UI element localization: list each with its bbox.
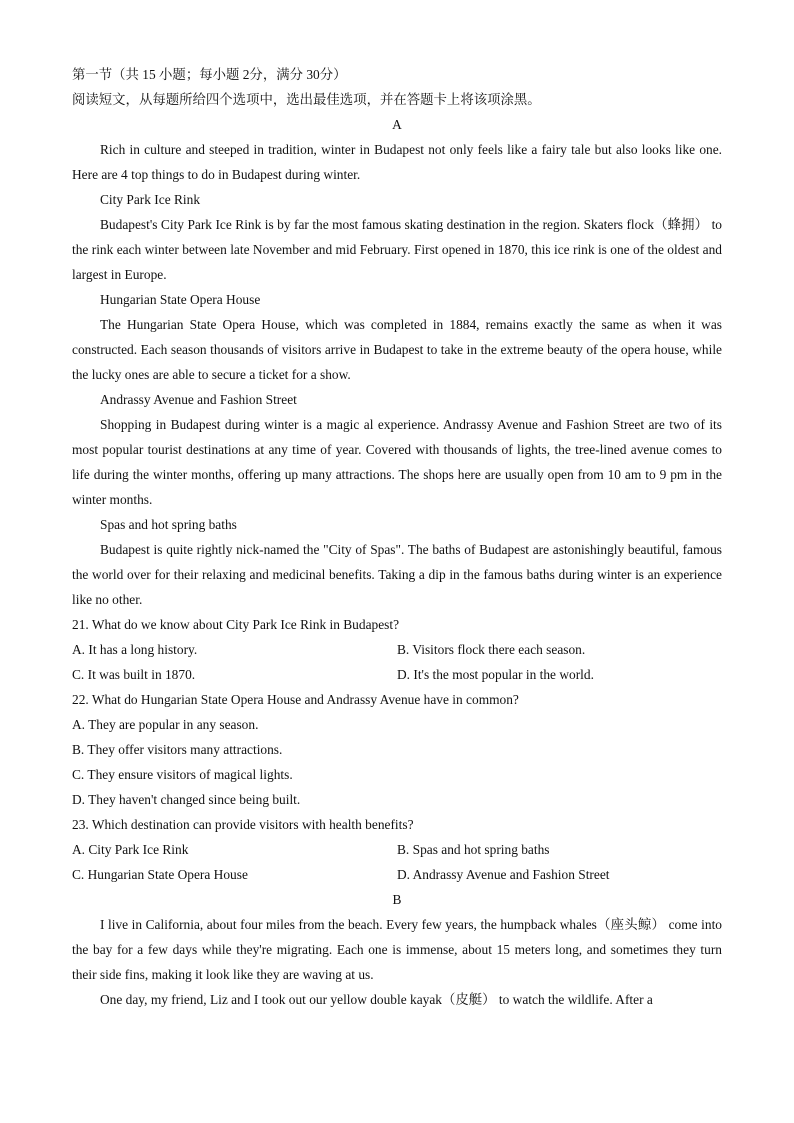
question-23-option-b[interactable]: B. Spas and hot spring baths	[397, 842, 550, 857]
question-22-stem: 22. What do Hungarian State Opera House and Andrassy Avenue have in common?	[72, 692, 519, 707]
passage-a-label: A	[392, 117, 402, 132]
instruction: 阅读短文，从每题所给四个选项中，选出最佳选项，并在答题卡上将该项涂黑。	[72, 92, 541, 107]
section-heading-opera-house: Hungarian State Opera House	[100, 292, 261, 307]
passage-a-intro: Rich in culture and steeped in tradition, winter in Budapest not only feels like a fairy tale but also looks like one. Here are 4 top things to do in Budapest during winter.	[72, 142, 722, 182]
section-heading-ice-rink: City Park Ice Rink	[100, 192, 201, 207]
section-heading-avenue: Andrassy Avenue and Fashion Street	[100, 392, 297, 407]
question-23-options-row-1	[72, 837, 722, 862]
section-text-opera-house: The Hungarian State Opera House, which was completed in 1884, remains exactly the same as when it was constructed. Each season thousands of visitors arrive in Budapest to take in the extreme beauty of the opera house, while the lucky ones are able to secure a ticket for a show.	[72, 317, 722, 382]
passage-b-label: B	[392, 892, 402, 907]
question-21-option-d[interactable]: D. It's the most popular in the world.	[397, 667, 594, 682]
question-23-option-a[interactable]: A. City Park Ice Rink	[72, 842, 189, 857]
section-title: 第一节（共 15 小题；每小题 2分，满分 30分）	[72, 67, 347, 82]
section-text-avenue: Shopping in Budapest during winter is a magic al experience. Andrassy Avenue and Fashion Street are two of its most popular tourist destinations at any time of year. Covered with thousands of lights, the tree-lined avenue comes to life during the winter months, offering up many attractions. The shops here are usually open from 10 am to 9 pm in the winter months.	[72, 417, 722, 507]
question-21-option-b[interactable]: B. Visitors flock there each season.	[397, 642, 586, 657]
exam-page	[72, 62, 722, 1012]
section-text-ice-rink: Budapest's City Park Ice Rink is by far the most famous skating destination in the region. Skaters flock（蜂拥） to the rink each winter between late November and mid February. First opened in 1870, this ice rink is one of the oldest and largest in Europe.	[72, 217, 722, 282]
question-21-options-row-1	[72, 637, 722, 662]
question-21-option-a[interactable]: A. It has a long history.	[72, 642, 198, 657]
section-heading-spas: Spas and hot spring baths	[100, 517, 237, 532]
question-22-option-d[interactable]: D. They haven't changed since being built.	[72, 792, 301, 807]
question-23-stem: 23. Which destination can provide visitors with health benefits?	[72, 817, 414, 832]
question-21-stem: 21. What do we know about City Park Ice Rink in Budapest?	[72, 617, 400, 632]
question-23-options-row-2	[72, 862, 722, 887]
question-22-option-c[interactable]: C. They ensure visitors of magical lights.	[72, 767, 293, 782]
passage-b-paragraph-2: One day, my friend, Liz and I took out our yellow double kayak（皮艇） to watch the wildlife. After a	[100, 992, 653, 1007]
question-22-option-a[interactable]: A. They are popular in any season.	[72, 717, 259, 732]
question-22-option-b[interactable]: B. They offer visitors many attractions.	[72, 742, 283, 757]
question-23-option-c[interactable]: C. Hungarian State Opera House	[72, 867, 248, 882]
section-text-spas: Budapest is quite rightly nick-named the "City of Spas". The baths of Budapest are astonishingly beautiful, famous the world over for their relaxing and medicinal benefits. Taking a dip in the famous baths during winter is an experience like no other.	[72, 542, 722, 607]
passage-b-paragraph-1: I live in California, about four miles from the beach. Every few years, the humpback whales（座头鲸） come into the bay for a few days while they're migrating. Each one is immense, about 15 meters long, and sometimes they turn their side fins, making it look like they are waving at us.	[72, 917, 722, 982]
question-21-option-c[interactable]: C. It was built in 1870.	[72, 667, 196, 682]
question-21-options-row-2	[72, 662, 722, 687]
question-23-option-d[interactable]: D. Andrassy Avenue and Fashion Street	[397, 867, 610, 882]
